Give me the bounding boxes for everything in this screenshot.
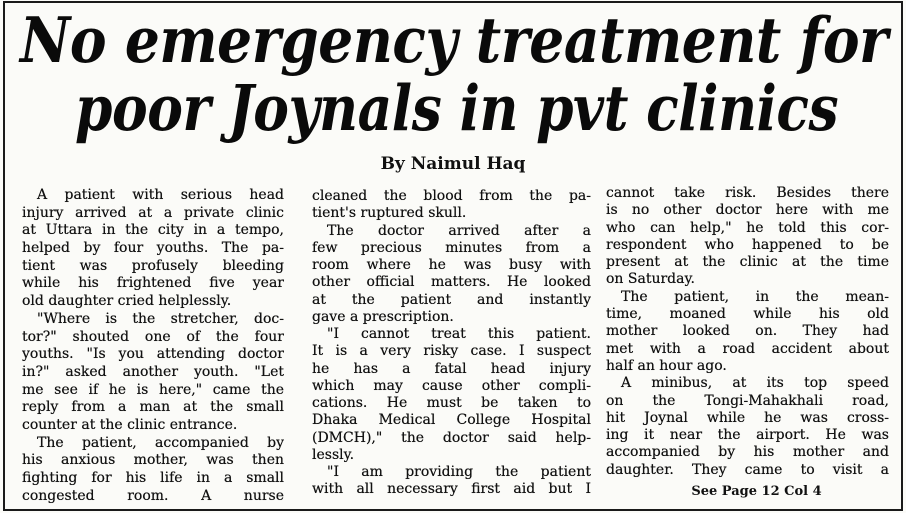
paragraph [606,185,889,289]
text-line: (DMCH)," the doctor said help- [312,429,591,446]
text-line: The patient, in the mean- [621,288,889,305]
text-line: lessly. [312,446,355,463]
text-line: tient was profusely bleeding [22,257,284,274]
continued-on-page-note: See Page 12 Col 4 [691,484,822,499]
text-line: counter at the clinic entrance. [22,416,238,433]
text-line: cations. He must be taken to [312,395,591,411]
text-line: on the Tongi-Mahakhali road, [606,392,889,409]
text-line: other official matters. He looked [312,274,591,291]
text-line: he has a fatal head injury [312,360,591,377]
text-line: injury arrived at a private clinic [22,204,284,221]
text-line: It is a very risky case. I suspect [312,343,591,360]
text-line: ing it near the airport. He was [606,427,889,444]
paragraph [22,311,284,435]
text-line: cleaned the blood from the pa- [312,188,591,204]
text-line: fighting for his life in a small [22,470,284,486]
text-line: cannot take risk. Besides there [606,185,889,201]
text-line: time, moaned while his old [606,306,889,323]
headline-line-1: No emergency treatment for [20,3,888,77]
text-line: The patient, accompanied by [37,434,284,451]
text-line: at Uttara in the city in a tempo, [22,222,284,239]
paragraph [22,435,284,506]
text-line: congested room. A nurse [22,487,284,504]
text-line: Dhaka Medical College Hospital [312,412,591,429]
text-line: in?" asked another youth. "Let [22,363,284,380]
text-line: met with a road accident about [606,340,889,357]
paragraph [312,188,591,223]
text-line: mother looked on. They had [606,323,889,340]
text-line: A patient with serious head [37,187,284,203]
text-line: helped by four youths. The pa- [22,240,284,257]
paragraph [22,187,284,311]
text-line: tor?" shouted one of the four [22,328,284,345]
article-column-2 [312,188,591,499]
text-line: accompanied by his mother and [606,444,889,461]
text-line: on Saturday. [606,271,695,288]
article-column-1 [22,187,284,505]
headline [0,0,906,150]
text-line: with all necessary first aid but I [312,481,591,498]
text-line: reply from a man at the small [22,399,284,416]
byline: By Naimul Haq [380,154,526,174]
text-line: his anxious mother, was then [22,452,284,469]
paragraph [312,464,591,499]
text-line: at the patient and instantly [312,291,591,308]
text-line: respondent who happened to be [606,236,889,253]
paragraph [312,223,591,327]
headline-line-2: poor Joynals in pvt clinics [75,71,839,145]
text-line: A minibus, at its top speed [621,375,889,392]
text-line: few precious minutes from a [312,239,591,256]
text-line: tient's ruptured skull. [312,205,467,222]
text-line: gave a prescription. [312,308,454,325]
text-line: who can help," he told this cor- [606,219,889,236]
text-line: is no other doctor here with me [606,202,889,219]
text-line: "I am providing the patient [327,464,591,480]
text-line: youths. "Is you attending doctor [22,346,284,363]
paragraph [606,375,889,479]
text-line: "Where is the stretcher, doc- [37,310,284,327]
text-line: me see if he is here," came the [22,381,284,398]
text-line: while his frightened five year [22,275,284,292]
text-line: hit Joynal while he was cross- [606,409,889,426]
paragraph [606,289,889,375]
text-line: daughter. They came to visit a [606,461,889,478]
text-line: present at the clinic at the time [606,254,889,271]
article-column-3 [606,185,889,479]
paragraph [312,326,591,464]
text-line: room where he was busy with [312,257,591,273]
text-line: old daughter cried helplessly. [22,293,232,310]
text-line: which may cause other compli- [312,377,591,394]
text-line: "I cannot treat this patient. [327,326,591,342]
text-line: half an hour ago. [606,357,727,374]
text-line: The doctor arrived after a [327,222,591,239]
